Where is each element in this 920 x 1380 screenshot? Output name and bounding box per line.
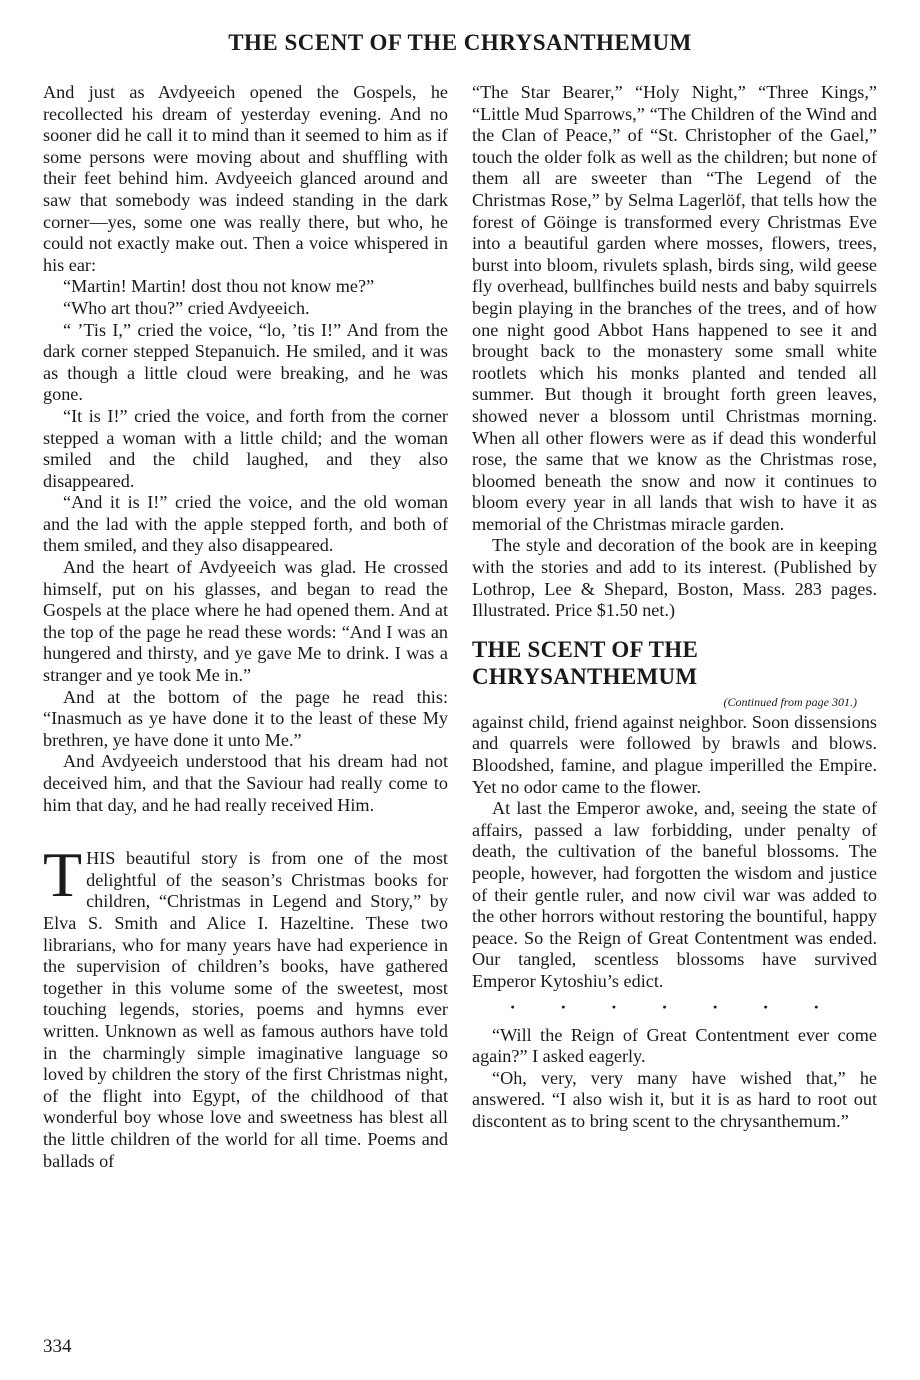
right-column: [472, 82, 877, 1133]
running-title: THE SCENT OF THE CHRYSANTHEMUM: [228, 30, 692, 55]
section-gap: [43, 816, 448, 848]
story-paragraph: “It is I!” cried the voice, and forth from the corner stepped a woman with a little child; and the woman smiled and the child laughed, and they also disappeared.: [43, 405, 448, 491]
closing-paragraph: “Oh, very, very many have wished that,” he answered. “I also wish it, but it is as hard to root out discontent as to bring scent to the chrysanthemum.”: [472, 1067, 877, 1131]
story-paragraph: And just as Avdyeeich opened the Gospels, he recollected his dream of yesterday evening. And no sooner did he call it to mind than it seemed to him as if some persons were moving about and shuffling with their feet behind him. Avdyeeich glanced around and saw that somebody was indeed standing in the dark corner—yes, some one was really there, but who, he could not exactly make out. Then a voice whispered in his ear:: [43, 82, 448, 275]
page-number: 334: [43, 1336, 72, 1357]
continued-note: (Continued from page 301.): [723, 694, 857, 709]
continuation-paragraph: At last the Emperor awoke, and, seeing the state of affairs, passed a law forbidding, under penalty of death, the cultivation of the baneful blossoms. The people, however, had forgotten the wisdom and justice of their gentle ruler, and now civil war was added to the other horrors without restoring the bountiful, happy peace. So the Reign of Great Contentment was ended. Our tangled, scentless blossoms have survived Emperor Kytoshiu’s edict.: [472, 798, 877, 991]
book-review-paragraph: [43, 839, 448, 1172]
story-paragraph: “Who art thou?” cried Avdyeeich.: [63, 297, 310, 318]
review-paragraph: “The Star Bearer,” “Holy Night,” “Three Kings,” “Little Mud Sparrows,” “The Children of the Wind and the Clan of Peace,” of “St. Christopher of the Gael,” touch the older folk as well as the children; but none of them all are sweeter than “The Legend of the Christmas Rose,” by Selma Lagerlöf, that tells how the forest of Göinge is transformed every Christmas Eve into a beautiful garden where mosses, flowers, trees, burst into bloom, rivulets splash, birds sing, wild geese fly overhead, bullfinches build nests and baby squirrels begin playing in the branches of the trees, and of how one night good Abbot Hans happened to see it and brought back to the monastery some small white rootlets which his monks planted and tended all summer. But though it brought forth green leaves, showed never a blossom until Christmas morning. When all other flowers were as if dead this wonderful rose, the same that we know as the Christmas rose, bloomed beneath the snow and now it continues to bloom every year in all lands that wish to have it as memorial of the Christmas miracle garden.: [472, 82, 877, 534]
story-paragraph: “ ’Tis I,” cried the voice, “lo, ’tis I!” And from the dark corner stepped Stepanuich. He smiled, and it was as though a little cloud were breaking, and he was gone.: [43, 319, 448, 405]
story-paragraph: “And it is I!” cried the voice, and the old woman and the lad with the apple stepped forth, and both of them smiled, and they also disappeared.: [43, 492, 448, 556]
section-heading: THE SCENT OF THE CHRYSANTHEMUM: [472, 636, 699, 689]
opening-word: HIS: [86, 848, 116, 869]
section-separator: · · · · · · ·: [509, 996, 840, 1017]
publication-info-paragraph: The style and decoration of the book are in keeping with the stories and add to its interest. (Published by Lothrop, Lee & Shepard, Boston, Mass. 283 pages. Illustrated. Price $1.50 net.): [472, 535, 877, 621]
drop-cap: T: [43, 839, 83, 911]
story-paragraph: And at the bottom of the page he read this: “Inasmuch as ye have done it to the least of these My brethren, ye have done it unto Me.”: [43, 686, 448, 750]
story-paragraph: And Avdyeeich understood that his dream had not deceived him, and that the Saviour had really come to him that day, and he had really received Him.: [43, 751, 448, 815]
story-paragraph: “Martin! Martin! dost thou not know me?”: [63, 276, 375, 297]
story-paragraph: And the heart of Avdyeeich was glad. He crossed himself, put on his glasses, and began to read the Gospels at the place where he had opened them. And at the top of the page he read these words: “And I was an hungered and thirsty, and ye gave Me to drink. I was a stranger and ye took Me in.”: [43, 557, 448, 686]
review-text: beautiful story is from one of the most delightful of the season’s Christmas books for children, “Christmas in Legend and Story,” by Elva S. Smith and Alice I. Hazeltine. These two librarians, who for many years have had experience in the supervision of children’s books, have gathered together in this volume some of the sweetest, most touching legends, stories, poems and hymns ever written. Unknown as well as famous authors have told in the charmingly simple imaginative language so loved by children the story of the first Christmas night, of the flight into Egypt, of the childhood of that wonderful boy whose love and sweetness has blest all the little children of the world for all time. Poems and ballads of: [43, 848, 448, 1171]
continuation-paragraph: against child, friend against neighbor. Soon dissensions and quarrels were followed by brawls and blows. Bloodshed, famine, and plague imperilled the Empire. Yet no odor came to the flower.: [472, 711, 877, 797]
closing-paragraph: “Will the Reign of Great Contentment ever come again?” I asked eagerly.: [472, 1024, 877, 1067]
left-column: [43, 82, 448, 1172]
